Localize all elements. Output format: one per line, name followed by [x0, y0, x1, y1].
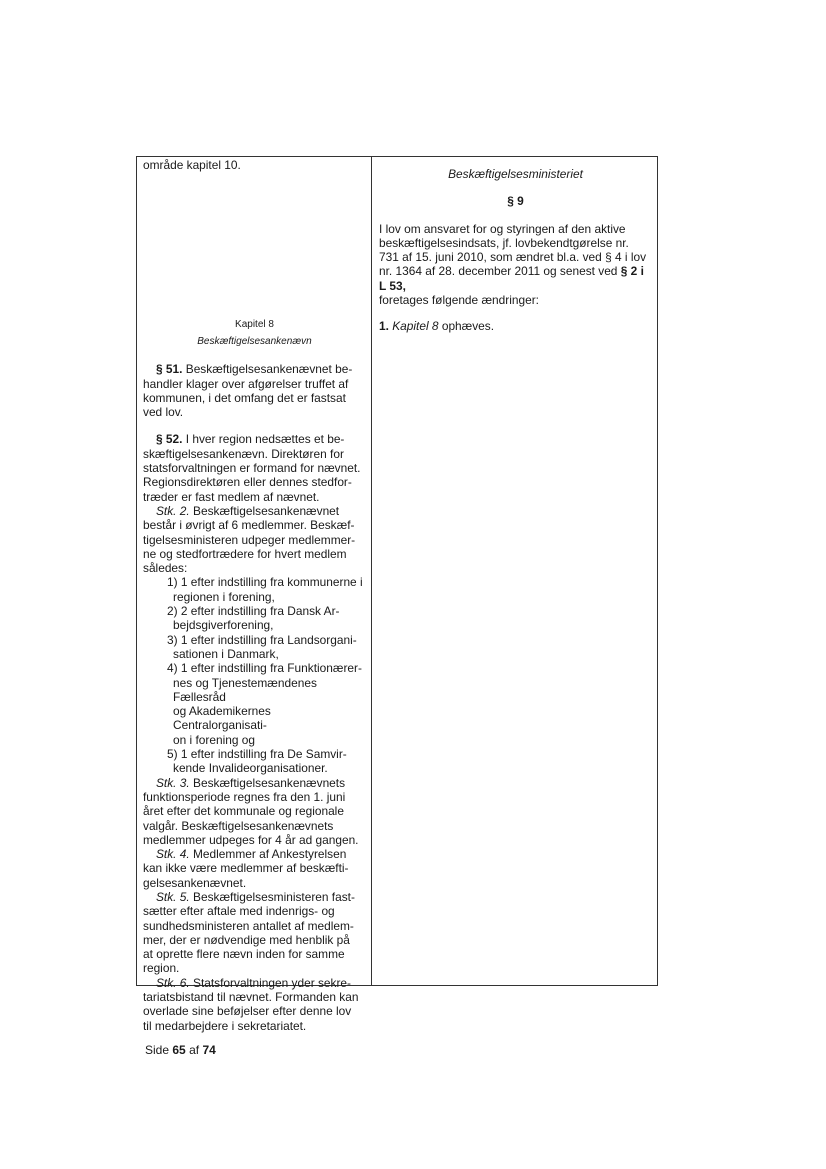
- list-item: 1) 1 efter indstilling fra kommunerne i regionen i forening,: [167, 575, 363, 604]
- list-item: 5) 1 efter indstilling fra De Samvir- kende Invalideorganisationer.: [167, 747, 347, 776]
- amendment-intro: I lov om ansvaret for og styringen af den aktive beskæftigelsesindsats, jf. lovbekendtgørelse nr. 731 af 15. juni 2010, som ændret bl.a. ved § 4 i lov nr. 1364 af 28. december 2011 og senest ved § 2 i L 53, foretages følgende ændringer:: [379, 221, 647, 308]
- list-item: 2) 2 efter indstilling fra Dansk Ar- bejdsgiverforening,: [167, 604, 340, 633]
- right-column: [372, 157, 657, 985]
- section-52: § 52. I hver region nedsættes et be- skæftigelsesankenævn. Direktøren for statsforvaltningen er formand for nævnet. Regionsdirektøren eller dennes stedfor- træder er fast medlem af nævnet.: [143, 432, 361, 504]
- chapter-title: Beskæftigelsesankenævn: [197, 336, 312, 348]
- change-item: 1. Kapitel 8 ophæves.: [379, 319, 495, 334]
- stk-2: Stk. 2. Beskæftigelsesankenævnet består i øvrigt af 6 medlemmer. Beskæf- tigelsesministeren udpeger medlemmer- ne og stedfortrædere for hvert medlem således: 1) 1 efter indstilling fra kommunerne i regionen i forening, 2) 2 efter indstilling fra Dansk Ar- bejdsgiverforening, 3) 1 efter indstilling fra Landsorgani- sationen i Danmark, 4) 1 efter indstilling fra Funktionærer- nes og Tjenestemændenes Fællesråd og Akademikernes Centralorganisati- on i forening og 5) 1 efter indstilling fra De Samvir- kende Invalideorganisationer.: [143, 504, 366, 776]
- stk-6: Stk. 6. Statsforvaltningen yder sekre- tariatsbistand til nævnet. Formanden kan overlade sine beføjelser efter denne lov til medarbejdere i sekretariatet.: [143, 975, 359, 1033]
- stk-4: Stk. 4. Medlemmer af Ankestyrelsen kan ikke være medlemmer af beskæfti- gelsesankenævnet.: [143, 847, 349, 890]
- stk-5: Stk. 5. Beskæftigelsesministeren fast- sætter efter aftale med indenrigs- og sundhedsministeren antallet af medlem- mer, der er nødvendige med henblik på at oprette flere nævn inden for samme region.: [143, 889, 355, 976]
- paragraph-number: § 9: [507, 194, 524, 209]
- stk-3: Stk. 3. Beskæftigelsesankenævnets funktionsperiode regnes fra den 1. juni året efter det kommunale og regionale valgår. Beskæftigelsesankenævnets medlemmer udpeges for 4 år ad gangen.: [143, 775, 359, 847]
- ministry-heading: Beskæftigelsesministeriet: [448, 167, 583, 181]
- list-item: 3) 1 efter indstilling fra Landsorgani- sationen i Danmark,: [167, 632, 357, 661]
- two-column-table: [136, 156, 658, 1033]
- left-column: [137, 157, 372, 1033]
- section-51: § 51. Beskæftigelsesankenævnet be- handler klager over afgørelser truffet af kommunen, i det omfang det er fastsat ved lov.: [143, 362, 353, 420]
- list-item: 4) 1 efter indstilling fra Funktionærer- nes og Tjenestemændenes Fællesråd og Akademikernes Centralorganisati- on i forening og: [167, 661, 362, 747]
- top-text: område kapitel 10.: [143, 158, 241, 172]
- page-number: Side 65 af 74: [145, 1043, 216, 1057]
- chapter-heading: Kapitel 8: [235, 319, 274, 331]
